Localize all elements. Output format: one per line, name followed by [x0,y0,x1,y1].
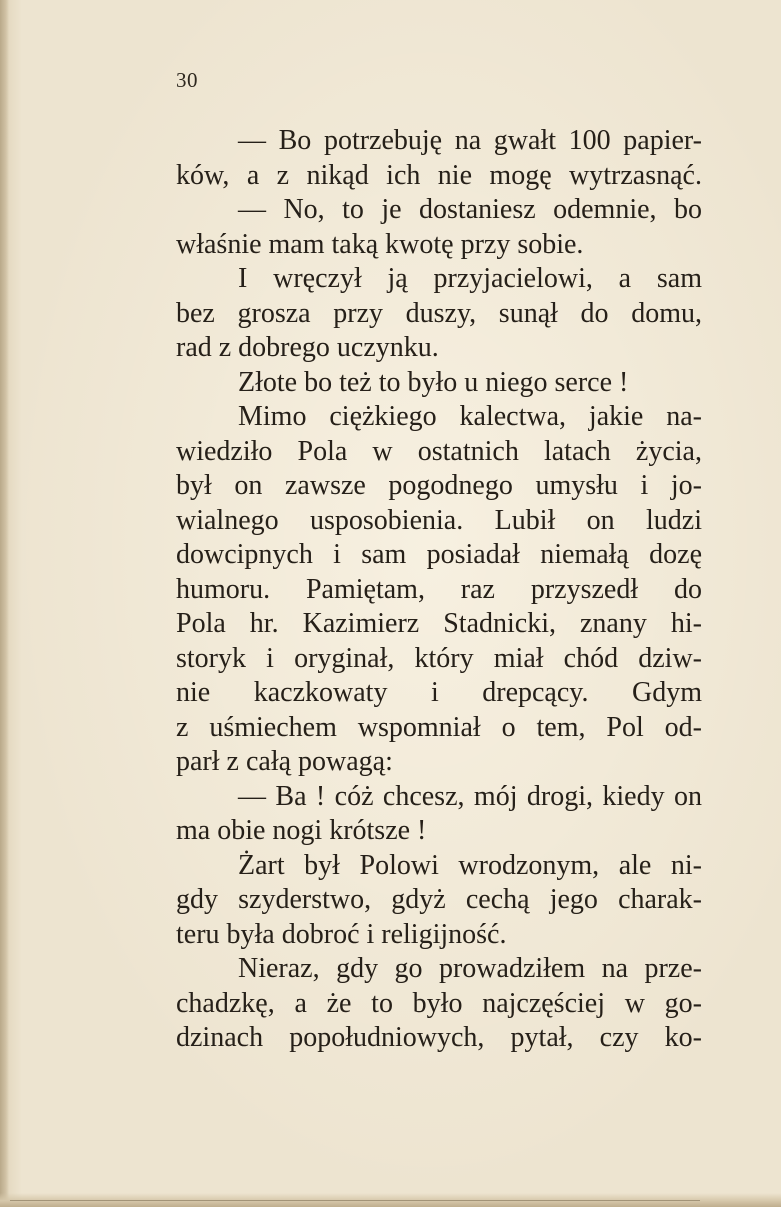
text-line: — Ba ! cóż chcesz, mój drogi, kiedy on [238,780,702,812]
text-line: humoru. Pamiętam, raz przyszedł do [176,573,702,605]
text-line: właśnie mam taką kwotę przy sobie. [176,228,584,260]
body-text [176,124,702,1056]
text-line: nie kaczkowaty i drepcący. Gdym [176,677,702,708]
text-line: dowcipnych i sam posiadał niemałą dozę [176,539,702,570]
text-line: — No, to je dostaniesz odemnie, bo [238,194,702,225]
text-line: Żart był Polowi wrodzonym, ale ni- [238,849,702,881]
text-line: bez grosza przy duszy, sunął do domu, [176,297,702,329]
text-line: był on zawsze pogodnego umysłu i jo- [176,470,702,501]
text-line: Pola hr. Kazimierz Stadnicki, znany hi- [176,608,702,639]
text-line: ma obie nogi krótsze ! [176,815,427,846]
text-line: parł z całą powagą: [176,746,393,777]
text-line: wiedziło Pola w ostatnich latach życia, [176,435,702,467]
text-line: chadzkę, a że to było najczęściej w go- [176,987,702,1019]
text-line: Złote bo też to było u niego serce ! [238,366,629,398]
text-line: dzinach popołudniowych, pytał, czy ko- [176,1022,702,1053]
text-line: wialnego usposobienia. Lubił on ludzi [176,504,702,536]
text-line: storyk i oryginał, który miał chód dziw- [176,642,702,674]
page-bottom-rule [10,1200,700,1201]
text-line: teru była dobroć i religijność. [176,918,507,950]
text-line: z uśmiechem wspomniał o tem, Pol od- [176,711,702,743]
text-line: ków, a z nikąd ich nie mogę wytrzasnąć. [176,159,702,191]
text-line: Mimo ciężkiego kalectwa, jakie na- [238,401,702,432]
text-line: I wręczył ją przyjacielowi, a sam [238,263,702,294]
text-line: rad z dobrego uczynku. [176,332,439,363]
page-number: 30 [176,68,198,92]
text-line: Nieraz, gdy go prowadziłem na prze- [238,953,702,984]
binding-shadow [0,0,9,1207]
text-line: — Bo potrzebuję na gwałt 100 papier- [238,125,702,156]
text-line: gdy szyderstwo, gdyż cechą jego charak- [176,884,702,915]
